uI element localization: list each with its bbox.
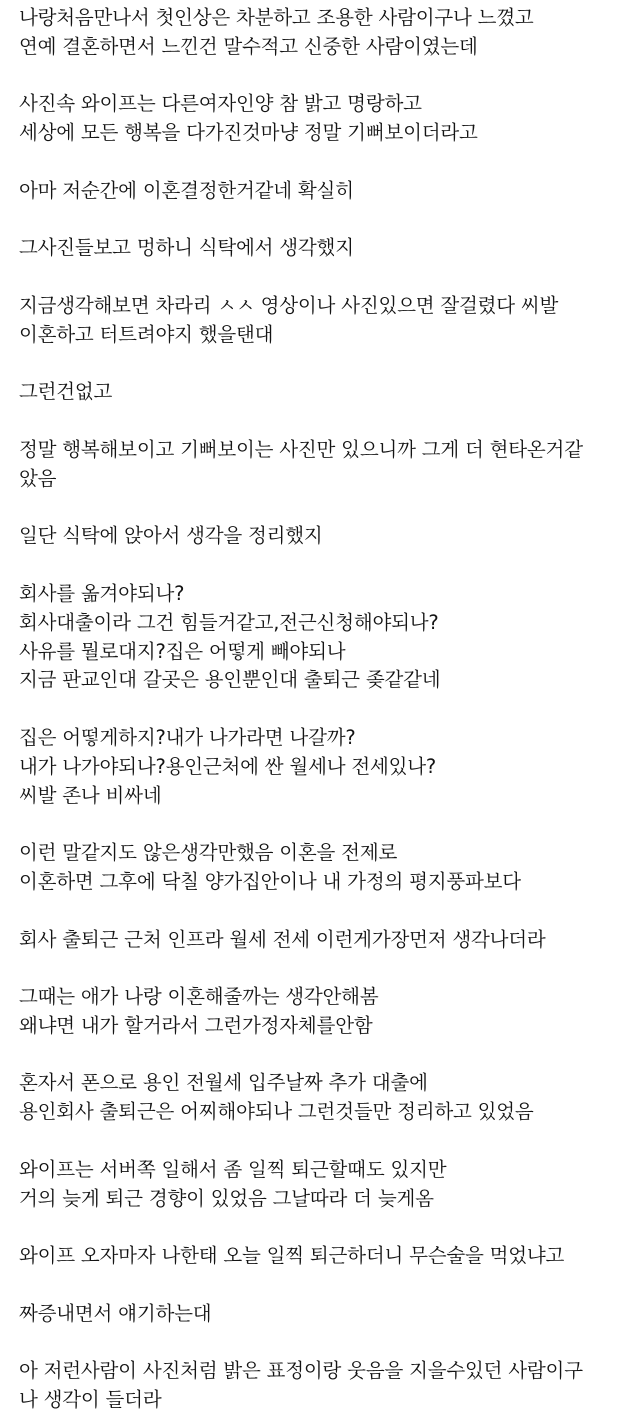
text-line: 나랑처음만나서 첫인상은 차분하고 조용한 사람이구나 느꼈고: [19, 6, 534, 29]
text-line: 지금생각해보면 차라리 ㅅㅅ 영상이나 사진있으면 잘걸렸다 씨발: [19, 293, 559, 317]
text-line: 집은 어떻게하지?내가 나가라면 나갈까?: [19, 725, 356, 749]
text-line: 혼자서 폰으로 용인 전월세 입주날짜 추가 대출에: [19, 1071, 428, 1095]
text-line: 왜냐면 내가 할거라서 그런가정자체를안함: [19, 1013, 373, 1037]
text-line: 그때는 애가 나랑 이혼해줄까는 생각안해봄: [19, 985, 379, 1009]
paragraph: [19, 177, 640, 206]
text-line: 아 저런사람이 사진처럼 밝은 표정이랑 웃음을 지을수있던 사람이구: [19, 1359, 583, 1383]
text-line: 와이프 오자마자 나한태 오늘 일찍 퇴근하더니 무슨술을 먹었냐고: [19, 1244, 565, 1268]
text-line: 사유를 뭘로대지?집은 어떻게 빼야되나: [19, 639, 346, 663]
paragraph: [19, 292, 640, 350]
text-line: 나 생각이 들더라: [19, 1388, 162, 1412]
text-line: 내가 나가야되나?용인근처에 싼 월세나 전세있나?: [19, 754, 437, 778]
text-line: 정말 행복해보이고 기뻐보이는 사진만 있으니까 그게 더 현타온거같: [19, 437, 583, 461]
text-line: 와이프는 서버쪽 일해서 좀 일찍 퇴근할때도 있지만: [19, 1157, 447, 1181]
paragraph: [19, 839, 640, 897]
paragraph: [19, 90, 640, 148]
paragraph: [19, 1300, 640, 1329]
text-line: 세상에 모든 행복을 다가진것마냥 정말 기뻐보이더라고: [19, 121, 478, 145]
text-line: 이혼하면 그후에 닥칠 양가집안이나 내 가정의 평지풍파보다: [19, 869, 521, 893]
text-line: 일단 식탁에 앉아서 생각을 정리했지: [19, 524, 323, 548]
text-line: 그사진들보고 멍하니 식탁에서 생각했지: [19, 236, 354, 260]
text-line: 연예 결혼하면서 느낀건 말수적고 신중한 사람이였는데: [19, 34, 478, 58]
text-line: 지금 판교인대 갈곳은 용인뿐인대 출퇴근 좆같같네: [19, 668, 441, 692]
text-line: 거의 늦게 퇴근 경향이 있었음 그날따라 더 늦게옴: [19, 1186, 434, 1210]
text-line: 회사대출이라 그건 힘들거같고,전근신청해야되나?: [19, 610, 439, 634]
text-line: 그런건없고: [19, 380, 113, 404]
paragraph: [19, 1156, 640, 1214]
paragraph: [19, 1242, 640, 1271]
text-line: 짜증내면서 얘기하는대: [19, 1301, 212, 1325]
paragraph: [19, 436, 640, 494]
text-line: 아마 저순간에 이혼결정한거같네 확실히: [19, 178, 354, 202]
paragraph: [19, 983, 640, 1041]
paragraph: [19, 926, 640, 955]
paragraph: [19, 378, 640, 407]
text-line: 씨발 존나 비싸네: [19, 783, 162, 807]
paragraph: [19, 1069, 640, 1127]
text-line: 이런 말같지도 않은생각만했음 이혼을 전제로: [19, 841, 398, 865]
paragraph: [19, 522, 640, 551]
text-line: 았음: [19, 466, 57, 490]
text-line: 사진속 와이프는 다른여자인양 참 밝고 명랑하고: [19, 92, 422, 116]
paragraph: [19, 724, 640, 810]
paragraph: [19, 234, 640, 263]
paragraph: [19, 580, 640, 695]
text-line: 이혼하고 터트려야지 했을탠대: [19, 322, 274, 346]
paragraph: [19, 4, 640, 62]
text-line: 회사를 옮겨야되나?: [19, 581, 185, 605]
paragraph: [19, 1357, 640, 1415]
text-line: 회사 출퇴근 근처 인프라 월세 전세 이런게가장먼저 생각나더라: [19, 927, 546, 951]
text-line: 용인회사 출퇴근은 어찌해야되나 그런것들만 정리하고 있었음: [19, 1100, 534, 1124]
